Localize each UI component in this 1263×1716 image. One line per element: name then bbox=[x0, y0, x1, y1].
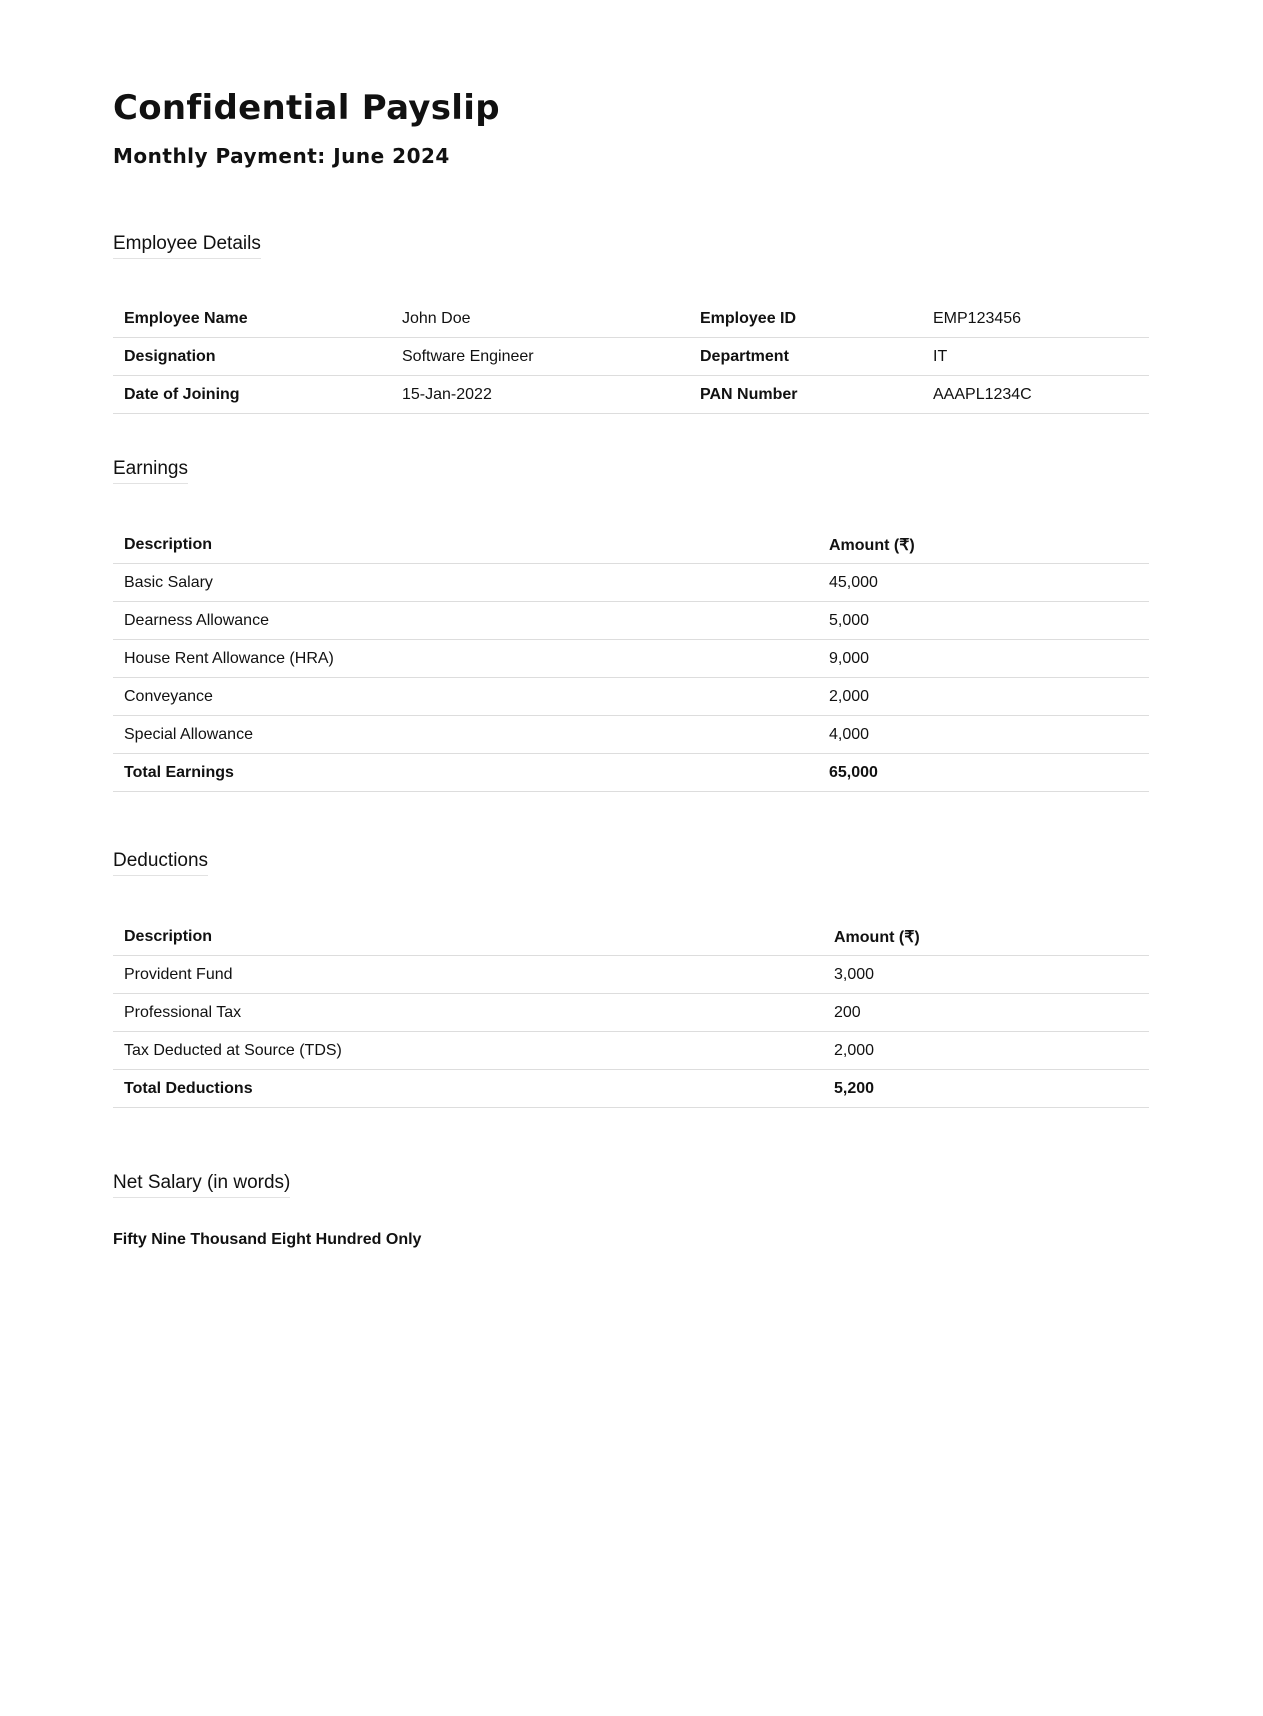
designation-label: Designation bbox=[113, 338, 391, 376]
table-row bbox=[113, 640, 1149, 678]
table-row bbox=[113, 602, 1149, 640]
employee-id-label: Employee ID bbox=[689, 300, 922, 338]
deduction-description: Professional Tax bbox=[113, 994, 823, 1032]
earnings-table bbox=[113, 526, 1149, 792]
table-row bbox=[113, 1032, 1149, 1070]
description-column-header: Description bbox=[113, 918, 823, 956]
earning-description: House Rent Allowance (HRA) bbox=[113, 640, 818, 678]
table-header-row bbox=[113, 526, 1149, 564]
total-deductions-amount: 5,200 bbox=[823, 1070, 1149, 1108]
total-earnings-amount: 65,000 bbox=[818, 754, 1149, 792]
deduction-amount: 3,000 bbox=[823, 956, 1149, 994]
employee-name-value: John Doe bbox=[391, 300, 689, 338]
table-row bbox=[113, 300, 1149, 338]
net-salary-heading: Net Salary (in words) bbox=[113, 1170, 290, 1198]
date-of-joining-label: Date of Joining bbox=[113, 376, 391, 414]
total-earnings-label: Total Earnings bbox=[113, 754, 818, 792]
table-row bbox=[113, 678, 1149, 716]
earning-description: Basic Salary bbox=[113, 564, 818, 602]
earning-description: Special Allowance bbox=[113, 716, 818, 754]
deductions-table bbox=[113, 918, 1149, 1108]
pan-number-value: AAAPL1234C bbox=[922, 376, 1149, 414]
table-row bbox=[113, 564, 1149, 602]
deduction-description: Provident Fund bbox=[113, 956, 823, 994]
employee-details-table bbox=[113, 300, 1149, 414]
date-of-joining-value: 15-Jan-2022 bbox=[391, 376, 689, 414]
payment-period-subtitle: Monthly Payment: June 2024 bbox=[113, 144, 450, 168]
total-deductions-label: Total Deductions bbox=[113, 1070, 823, 1108]
earnings-heading: Earnings bbox=[113, 456, 188, 484]
earning-description: Dearness Allowance bbox=[113, 602, 818, 640]
net-salary-in-words: Fifty Nine Thousand Eight Hundred Only bbox=[113, 1231, 422, 1248]
description-column-header: Description bbox=[113, 526, 818, 564]
deduction-amount: 2,000 bbox=[823, 1032, 1149, 1070]
deductions-heading: Deductions bbox=[113, 848, 208, 876]
table-row bbox=[113, 994, 1149, 1032]
employee-id-value: EMP123456 bbox=[922, 300, 1149, 338]
earning-amount: 2,000 bbox=[818, 678, 1149, 716]
table-row bbox=[113, 338, 1149, 376]
table-header-row bbox=[113, 918, 1149, 956]
amount-column-header: Amount (₹) bbox=[823, 918, 1149, 956]
earning-amount: 45,000 bbox=[818, 564, 1149, 602]
earning-amount: 9,000 bbox=[818, 640, 1149, 678]
deduction-description: Tax Deducted at Source (TDS) bbox=[113, 1032, 823, 1070]
earning-amount: 5,000 bbox=[818, 602, 1149, 640]
department-value: IT bbox=[922, 338, 1149, 376]
amount-column-header: Amount (₹) bbox=[818, 526, 1149, 564]
pan-number-label: PAN Number bbox=[689, 376, 922, 414]
table-row bbox=[113, 956, 1149, 994]
total-row bbox=[113, 1070, 1149, 1108]
page-title: Confidential Payslip bbox=[113, 88, 500, 128]
table-row bbox=[113, 716, 1149, 754]
employee-details-heading: Employee Details bbox=[113, 231, 261, 259]
deduction-amount: 200 bbox=[823, 994, 1149, 1032]
employee-name-label: Employee Name bbox=[113, 300, 391, 338]
total-row bbox=[113, 754, 1149, 792]
earning-description: Conveyance bbox=[113, 678, 818, 716]
table-row bbox=[113, 376, 1149, 414]
designation-value: Software Engineer bbox=[391, 338, 689, 376]
department-label: Department bbox=[689, 338, 922, 376]
earning-amount: 4,000 bbox=[818, 716, 1149, 754]
